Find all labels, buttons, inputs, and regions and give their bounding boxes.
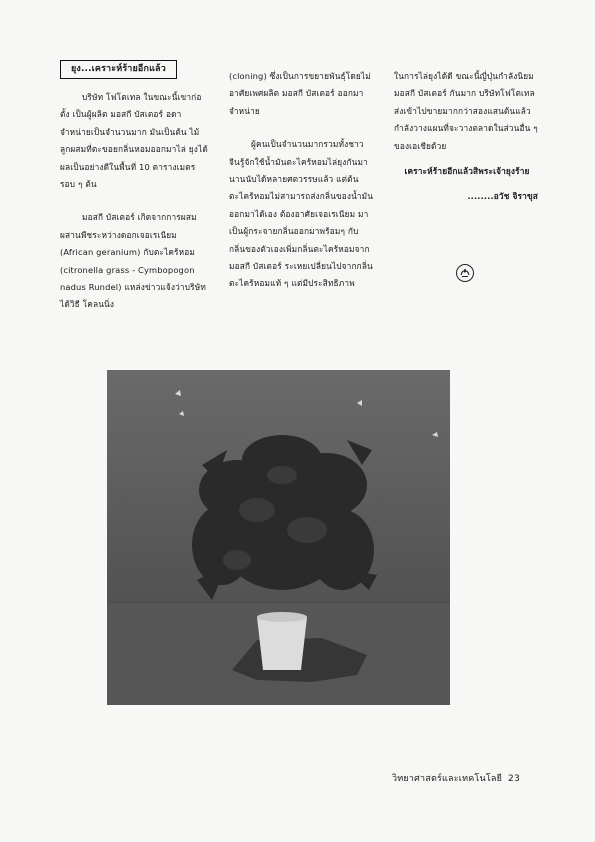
author-byline: ........อวัช จิราขุส: [467, 191, 538, 202]
article-column-2: [229, 68, 374, 293]
journal-title: วิทยาศาสตร์และเทคโนโลยี: [392, 774, 503, 784]
body-paragraph: มอสกี บัสเตอร์ เกิดจากการผสมผสานพืชระหว่างดอกเจอเรเนียม (African geranium) กับตะไคร้หอม (citronella grass - Cymbopogon nadus Rundel) แหล่งข่าวแจ้งว่าบริษัทได้วิธี โคลนนิ่ง: [60, 212, 206, 310]
body-paragraph: ในการไล่ยุงได้ดี ขณะนี้ญี่ปุ่นกำลังนิยม มอสกี บัสเตอร์ กันมาก บริษัทโฟโตเทล ส่งเข้าไปขายมากกว่าสองแสนต้นแล้ว กำลังวางแผนที่จะวางตลาดในส่วนอื่น ๆ ของเอเชียด้วย: [394, 71, 538, 151]
article-headline: ยุง...เคราะห์ร้ายอีกแล้ว: [60, 60, 177, 79]
article-column-1: [60, 60, 208, 314]
emblem-icon: [455, 263, 475, 283]
page-footer: [392, 771, 542, 785]
body-paragraph: (cloning) ซึ่งเป็นการขยายพันธุ์โดยไม่อาศัยเพศผลิต มอสกี บัสเตอร์ ออกมาจำหน่าย: [229, 71, 371, 116]
page-number: 23: [508, 774, 520, 784]
article-column-3: [394, 68, 540, 206]
body-paragraph: ผู้คนเป็นจำนวนมากรวมทั้งชาวจีนรู้จักใช้น้ำมันตะไคร้หอมไล่ยุงกันมานานนับได้หลายศตวรรษแล้ว แต่ต้นตะไคร้หอมไม่สามารถส่งกลิ่นของน้ำมันออกมาได้เอง ต้องอาศัยเจอเรเนียม มาเป็นผู้กระจายกลิ่นออกมาพร้อมๆ กับกลิ่นของตัวเองเพิ่มกลิ่นตะไคร้หอมจากมอสกี บัสเตอร์ ระเหยเปลี่ยนไปจากกลิ่นตะไคร้หอมแท้ ๆ แต่มีประสิทธิภาพ: [229, 139, 374, 289]
plant-photo: [107, 370, 450, 705]
body-paragraph: บริษัท โฟโตเทล ในขณะนี้เขาก่อตั้ง เป็นผู้ผลิต มอสกี บัสเตอร์ อดา จำหน่ายเป็นจำนวนมาก มันเป็นต้น ไม้ลูกผสมที่ตะขอยกลิ่นหอมออกมาไล่ ยุงได้ผลเป็นอย่างดีในพื้นที่ 10 ตารางเมตรรอบ ๆ ต้น: [60, 92, 208, 190]
closing-line: เคราะห์ร้ายอีกแล้วสิพระเจ้ายุงร้าย: [404, 166, 530, 177]
